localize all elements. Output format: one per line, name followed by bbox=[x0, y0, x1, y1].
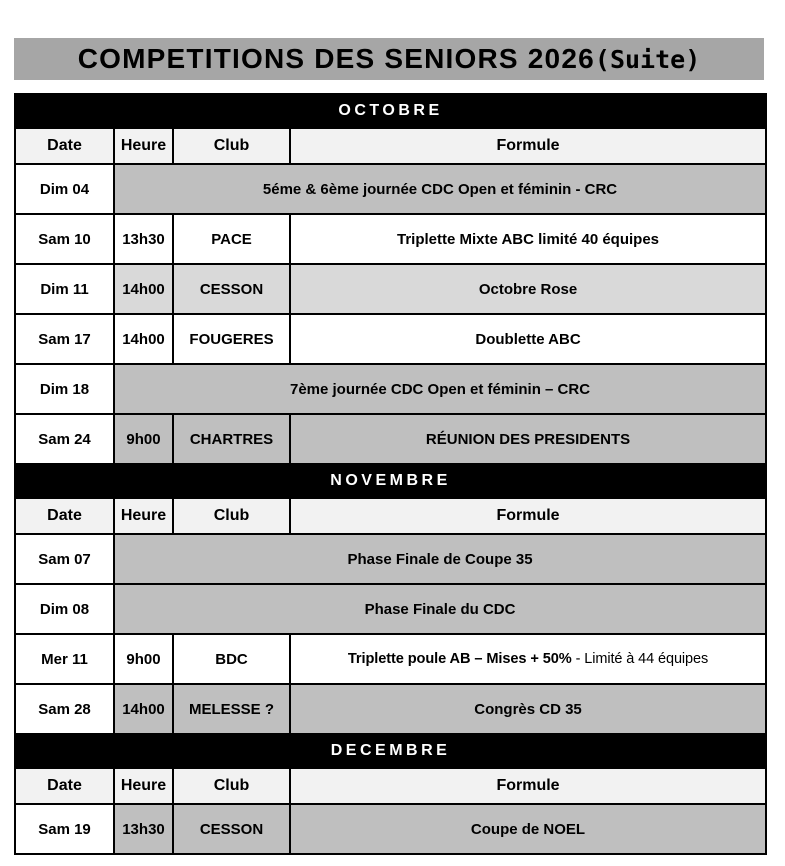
cell-heure: 14h00 bbox=[114, 684, 173, 734]
cell-club: FOUGERES bbox=[173, 314, 290, 364]
cell-date: Dim 18 bbox=[15, 364, 114, 414]
month-name: DECEMBRE bbox=[15, 734, 766, 768]
column-header-row bbox=[15, 498, 766, 534]
month-name: OCTOBRE bbox=[15, 94, 766, 128]
page-title-suffix: (Suite) bbox=[594, 45, 701, 74]
cell-heure: 9h00 bbox=[114, 634, 173, 684]
cell-formule: Doublette ABC bbox=[290, 314, 766, 364]
column-header-heure: Heure bbox=[114, 128, 173, 164]
month-band-row bbox=[15, 464, 766, 498]
cell-formule: Octobre Rose bbox=[290, 264, 766, 314]
table-row bbox=[15, 534, 766, 584]
table-row bbox=[15, 634, 766, 684]
column-header-date: Date bbox=[15, 768, 114, 804]
cell-club: CHARTRES bbox=[173, 414, 290, 464]
cell-heure: 13h30 bbox=[114, 804, 173, 854]
month-name: NOVEMBRE bbox=[15, 464, 766, 498]
column-header-date: Date bbox=[15, 498, 114, 534]
cell-club: PACE bbox=[173, 214, 290, 264]
table-row bbox=[15, 414, 766, 464]
cell-date: Sam 17 bbox=[15, 314, 114, 364]
page-title-banner bbox=[14, 38, 764, 80]
column-header-formule: Formule bbox=[290, 498, 766, 534]
column-header-row bbox=[15, 768, 766, 804]
cell-formule: Phase Finale du CDC bbox=[114, 584, 766, 634]
cell-date: Sam 24 bbox=[15, 414, 114, 464]
cell-formule: Triplette Mixte ABC limité 40 équipes bbox=[290, 214, 766, 264]
column-header-date: Date bbox=[15, 128, 114, 164]
cell-heure: 14h00 bbox=[114, 314, 173, 364]
table-row bbox=[15, 804, 766, 854]
cell-formule: Congrès CD 35 bbox=[290, 684, 766, 734]
table-row bbox=[15, 214, 766, 264]
column-header-row bbox=[15, 128, 766, 164]
cell-date: Dim 08 bbox=[15, 584, 114, 634]
table-row bbox=[15, 164, 766, 214]
cell-club: BDC bbox=[173, 634, 290, 684]
table-row bbox=[15, 264, 766, 314]
column-header-heure: Heure bbox=[114, 768, 173, 804]
column-header-club: Club bbox=[173, 768, 290, 804]
column-header-club: Club bbox=[173, 498, 290, 534]
month-band-row bbox=[15, 94, 766, 128]
cell-formule: Coupe de NOEL bbox=[290, 804, 766, 854]
table-row bbox=[15, 364, 766, 414]
month-band-row bbox=[15, 734, 766, 768]
cell-date: Sam 07 bbox=[15, 534, 114, 584]
cell-formule: RÉUNION DES PRESIDENTS bbox=[290, 414, 766, 464]
column-header-formule: Formule bbox=[290, 128, 766, 164]
cell-club: CESSON bbox=[173, 264, 290, 314]
competitions-schedule-table bbox=[14, 93, 767, 855]
cell-date: Mer 11 bbox=[15, 634, 114, 684]
cell-formule: Phase Finale de Coupe 35 bbox=[114, 534, 766, 584]
column-header-club: Club bbox=[173, 128, 290, 164]
cell-formule: 5éme & 6ème journée CDC Open et féminin - CRC bbox=[114, 164, 766, 214]
page-title-main: COMPETITIONS DES SENIORS 2026 bbox=[77, 43, 595, 74]
cell-formule: 7ème journée CDC Open et féminin – CRC bbox=[114, 364, 766, 414]
cell-club: CESSON bbox=[173, 804, 290, 854]
cell-date: Sam 19 bbox=[15, 804, 114, 854]
cell-heure: 9h00 bbox=[114, 414, 173, 464]
cell-date: Dim 11 bbox=[15, 264, 114, 314]
cell-club: MELESSE ? bbox=[173, 684, 290, 734]
table-row bbox=[15, 684, 766, 734]
cell-heure: 13h30 bbox=[114, 214, 173, 264]
page-title bbox=[78, 43, 701, 75]
formule-primary: Triplette poule AB – Mises + 50% bbox=[347, 651, 572, 667]
cell-heure: 14h00 bbox=[114, 264, 173, 314]
column-header-heure: Heure bbox=[114, 498, 173, 534]
column-header-formule: Formule bbox=[290, 768, 766, 804]
cell-formule bbox=[290, 634, 766, 684]
table-row bbox=[15, 584, 766, 634]
cell-date: Sam 28 bbox=[15, 684, 114, 734]
cell-date: Dim 04 bbox=[15, 164, 114, 214]
formule-secondary: - Limité à 44 équipes bbox=[571, 651, 709, 667]
cell-date: Sam 10 bbox=[15, 214, 114, 264]
table-row bbox=[15, 314, 766, 364]
